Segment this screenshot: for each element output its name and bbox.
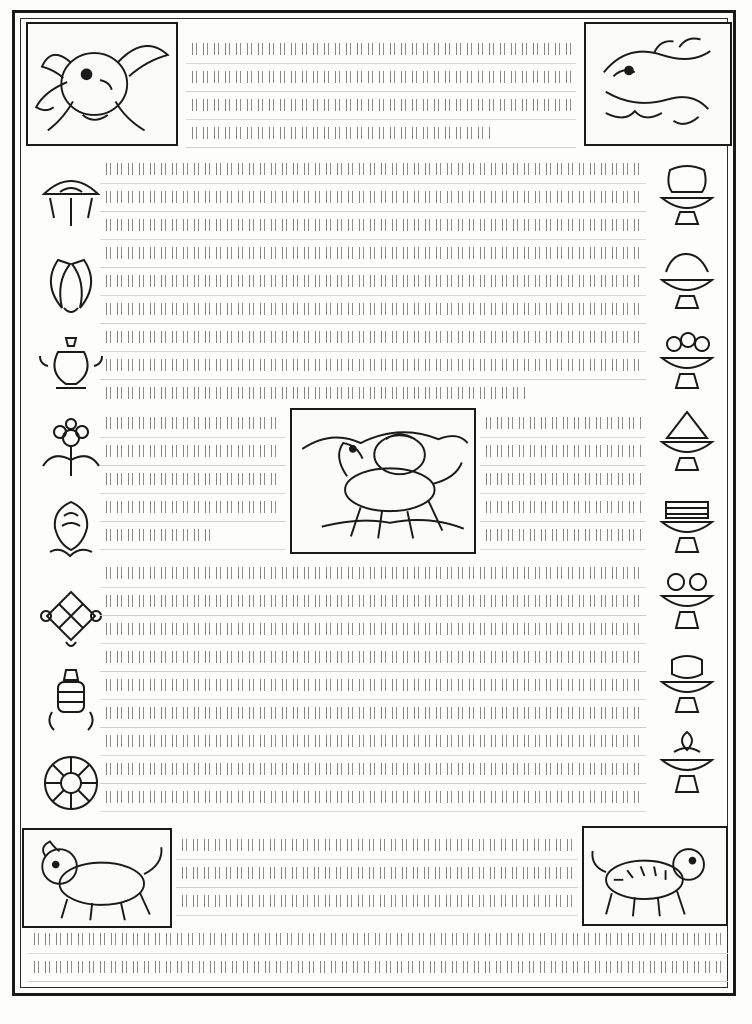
umbrella-icon xyxy=(36,164,106,234)
wind-horse-icon xyxy=(292,410,474,552)
right-side-text xyxy=(480,410,646,560)
conch-icon xyxy=(36,496,106,566)
offering-bowl-icon xyxy=(652,730,722,800)
offering-bowl-icon xyxy=(652,490,722,560)
offering-bowl-icon xyxy=(652,650,722,720)
snow-lion-panel xyxy=(22,828,172,928)
left-side-text xyxy=(100,410,286,560)
endless-knot-icon xyxy=(36,584,106,654)
main-text-lower xyxy=(100,560,646,824)
dragon-panel xyxy=(584,22,732,146)
dragon-icon xyxy=(586,24,730,144)
fish-icon xyxy=(36,250,106,320)
banner-icon xyxy=(36,664,106,734)
offering-bowl-icon xyxy=(652,246,722,316)
vase-icon xyxy=(36,330,106,400)
wind-horse-panel xyxy=(290,408,476,554)
wheel-icon xyxy=(36,748,106,818)
garuda-icon xyxy=(28,24,176,144)
main-text-top xyxy=(186,36,576,148)
offering-bowl-icon xyxy=(652,162,722,232)
garuda-panel xyxy=(26,22,178,146)
main-text-body xyxy=(100,156,646,404)
bottom-center-text xyxy=(176,832,578,920)
tiger-panel xyxy=(582,826,728,926)
snow-lion-icon xyxy=(24,830,170,926)
offering-bowl-icon xyxy=(652,566,722,636)
offering-bowl-icon xyxy=(652,326,722,396)
lotus-icon xyxy=(36,414,106,484)
offering-bowl-icon xyxy=(652,408,722,478)
footer-text xyxy=(28,926,728,986)
tiger-icon xyxy=(584,828,726,924)
